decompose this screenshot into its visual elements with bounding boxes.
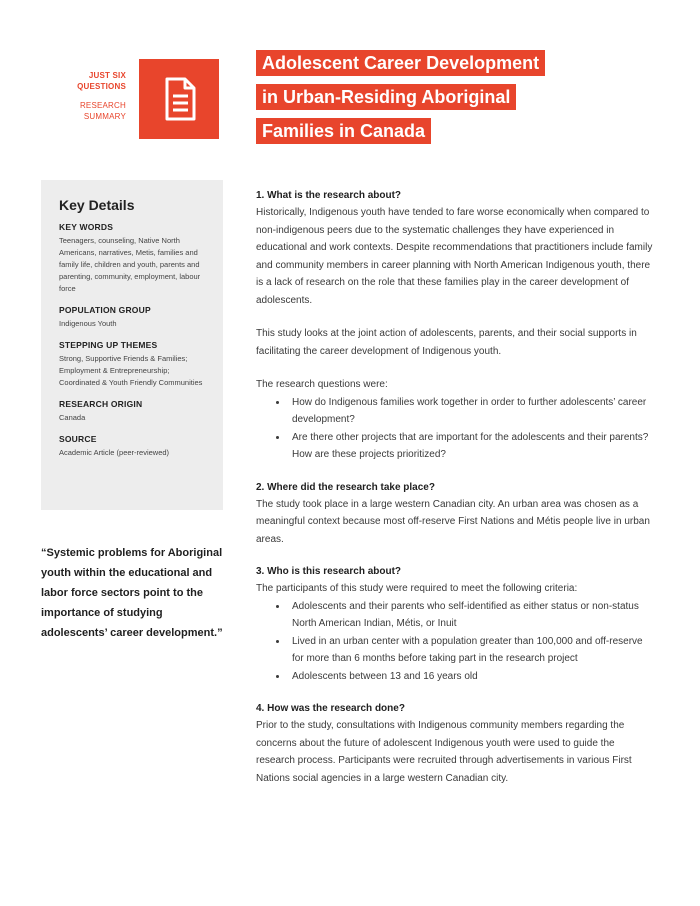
- stepping-up-themes-value: Strong, Supportive Friends & Families; Employment & Entrepreneurship; Coordinated & Youth Friendly Communities: [59, 354, 203, 387]
- list-item: • How do Indigenous families work together in order to further adolescents’ career development?: [288, 394, 656, 429]
- source-value: Academic Article (peer-reviewed): [59, 448, 170, 457]
- brand-subtitle: RESEARCH SUMMARY: [79, 101, 126, 121]
- key-details-heading: Key Details: [59, 197, 135, 213]
- paragraph: The study took place in a large western Canadian city. An urban area was chosen as a meaningful context because most off-reserve First Nations and Métis people live in urban areas.: [256, 498, 650, 545]
- list-item: • Lived in an urban center with a population greater than 100,000 and off-reserve for more than 6 months before taking part in the research project: [288, 633, 656, 668]
- paragraph: The participants of this study were required to meet the following criteria:: [256, 583, 578, 594]
- brand-title: JUST SIX QUESTIONS: [77, 71, 126, 91]
- logo-box: [139, 59, 219, 139]
- bullet-list: [256, 394, 656, 464]
- pull-quote: “Systemic problems for Aboriginal youth within the educational and labor force sectors point to the importance of studying adolescents’ career development.”: [41, 547, 223, 639]
- paragraph: Prior to the study, consultations with Indigenous community members regarding the concerns about the future of adolescent Indigenous youth were used to guide the research process. Participants were recruited through advertisements in various First Nations social agencies in a large western Canadian city.: [256, 720, 632, 784]
- question-heading: 1. What is the research about?: [256, 190, 402, 201]
- stepping-up-themes-label: STEPPING UP THEMES: [59, 340, 158, 350]
- population-group-label: POPULATION GROUP: [59, 305, 151, 315]
- title-line: Adolescent Career Development: [256, 50, 545, 76]
- paragraph: The research questions were:: [256, 379, 388, 390]
- paragraph: This study looks at the joint action of adolescents, parents, and their social supports in facilitating the career development of Indigenous youth.: [256, 328, 637, 357]
- research-origin-label: RESEARCH ORIGIN: [59, 399, 143, 409]
- question-heading: 4. How was the research done?: [256, 703, 405, 714]
- document-icon: [139, 59, 219, 139]
- list-item: • Adolescents between 13 and 16 years old: [288, 668, 656, 686]
- title-line: Families in Canada: [256, 118, 431, 144]
- title-line: in Urban-Residing Aboriginal: [256, 84, 516, 110]
- document-title: [256, 50, 545, 152]
- list-item: • Are there other projects that are important for the adolescents and their parents? How are these projects prioritized?: [288, 429, 656, 464]
- question-heading: 2. Where did the research take place?: [256, 481, 435, 493]
- source-label: SOURCE: [59, 434, 97, 444]
- question-heading: 3. Who is this research about?: [256, 566, 402, 577]
- key-words-label: KEY WORDS: [59, 222, 114, 232]
- key-details-panel: [41, 180, 223, 510]
- bullet-list: [256, 598, 656, 686]
- paragraph: Historically, Indigenous youth have tended to fare worse economically when compared to non-indigenous peers due to the systematic challenges they have experienced in educational and work contexts. Despite recommendations that practitioners include family and community members in career planning with North American Indigenous youth, there is a lack of research on the role that these families play in the career development of adolescents.: [256, 207, 653, 306]
- key-words-value: Teenagers, counseling, Native North Americans, narratives, Metis, families and family life, children and youth, parents and parenting, community, employment, labour force: [59, 236, 201, 293]
- main-content: [256, 188, 656, 803]
- list-item: • Adolescents and their parents who self-identified as either status or non-status North American Indian, Métis, or Inuit: [288, 598, 656, 633]
- population-group-value: Indigenous Youth: [59, 319, 117, 328]
- research-origin-value: Canada: [59, 413, 86, 422]
